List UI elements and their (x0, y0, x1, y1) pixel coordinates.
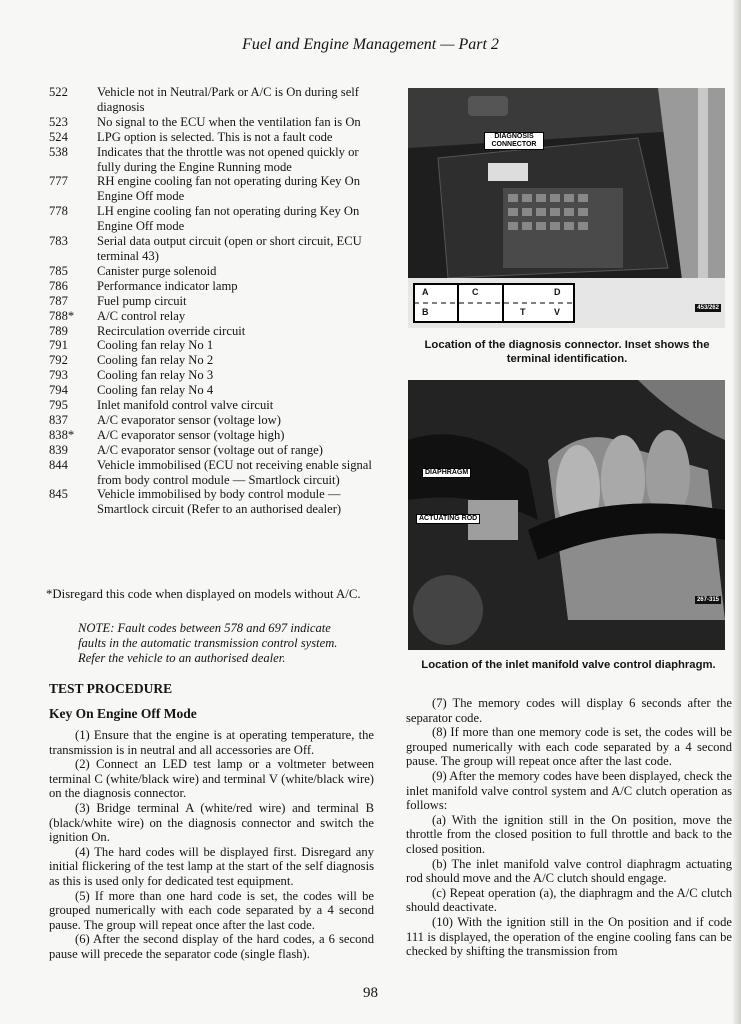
fault-code-description: LH engine cooling fan not operating during Key On Engine Off mode (97, 204, 360, 234)
terminal-label-a: A (422, 287, 429, 297)
diagnosis-connector-photo (408, 88, 725, 328)
fault-code-description: No signal to the ECU when the ventilation fan is On (97, 114, 361, 129)
fault-code-number: 522 (49, 85, 68, 99)
fault-code-row (49, 174, 374, 204)
fault-code-number: 838* (49, 427, 75, 442)
fault-code-description: Vehicle immobilised by body control module — Smartlock circuit (Refer to an authorised dealer) (97, 487, 342, 517)
page-number: 98 (363, 985, 378, 1001)
fault-code-row (49, 85, 374, 115)
paragraph: (a) With the ignition still in the On position, move the throttle from the closed position to full throttle and back to the closed position. (406, 812, 732, 856)
fault-code-number: 787 (49, 293, 68, 308)
fault-code-row (49, 279, 374, 294)
paragraph: (6) After the second display of the hard codes, a 6 second pause will precede the separator code (single flash). (49, 932, 374, 961)
fault-code-row (49, 368, 374, 383)
figure-id: 267-315 (696, 597, 719, 603)
fault-code-number: 839 (49, 442, 68, 457)
fault-code-row (49, 458, 374, 488)
figure-id: 453/262 (697, 305, 719, 311)
fault-code-number: 791 (49, 338, 68, 353)
fault-code-row (49, 487, 374, 517)
fault-code-row (49, 324, 374, 339)
diaphragm-label: DIAPHRAGM (422, 468, 471, 478)
figure-caption: Location of the inlet manifold valve control diaphragm. (421, 659, 716, 671)
fault-code-description: RH engine cooling fan not operating during Key On Engine Off mode (97, 174, 361, 204)
fault-code-description: Fuel pump circuit (97, 293, 187, 308)
left-column-text (49, 728, 374, 962)
fault-code-description: A/C evaporator sensor (voltage high) (97, 427, 285, 442)
fault-code-description: Performance indicator lamp (97, 278, 238, 293)
inlet-manifold-photo (408, 380, 725, 650)
fault-code-row (49, 204, 374, 234)
fault-code-row (49, 413, 374, 428)
fault-code-number: 538 (49, 144, 68, 159)
fault-code-row (49, 398, 374, 413)
paragraph: (4) The hard codes will be displayed first. Disregard any initial flickering of the test lamp at the start of the self diagnosis as this is used only for dedicated test equipment. (49, 844, 374, 888)
fault-code-description: A/C evaporator sensor (voltage out of range) (97, 442, 323, 457)
fault-code-description: Inlet manifold control valve circuit (97, 398, 274, 413)
fault-code-number: 785 (49, 263, 68, 278)
fault-code-number: 845 (49, 487, 68, 502)
fault-code-number: 795 (49, 398, 68, 413)
fault-code-number: 523 (49, 114, 68, 129)
fault-code-row (49, 264, 374, 279)
fault-code-row (49, 130, 374, 145)
fault-code-description: Cooling fan relay No 2 (97, 353, 214, 368)
fault-code-description: A/C evaporator sensor (voltage low) (97, 412, 281, 427)
fault-code-row (49, 428, 374, 443)
fault-code-row (49, 443, 374, 458)
fault-code-number: 778 (49, 204, 68, 219)
fault-code-number: 794 (49, 383, 68, 398)
fault-code-row (49, 294, 374, 309)
fault-code-number: 844 (49, 457, 68, 472)
paragraph: (10) With the ignition still in the On position and if code 111 is displayed, the operation of the engine cooling fans can be checked by shifting the transmission from (406, 914, 732, 959)
fault-code-description: Vehicle immobilised (ECU not receiving enable signal from body control module — Smartlock circuit) (97, 457, 372, 487)
fault-code-description: Cooling fan relay No 4 (97, 383, 214, 398)
fault-code-row (49, 234, 374, 264)
fault-code-number: 777 (49, 174, 68, 189)
fault-code-description: Vehicle not in Neutral/Park or A/C is On during self diagnosis (97, 85, 359, 114)
fault-code-number: 792 (49, 353, 68, 368)
fault-code-description: LPG option is selected. This is not a fault code (97, 129, 333, 144)
fault-code-number: 788* (49, 308, 75, 323)
fault-code-number: 786 (49, 278, 68, 293)
fault-code-description: Serial data output circuit (open or short circuit, ECU terminal 43) (97, 234, 362, 263)
fault-code-number: 524 (49, 129, 68, 144)
fault-code-list (49, 85, 374, 517)
terminal-label-d: D (554, 287, 561, 297)
paragraph: (b) The inlet manifold valve control diaphragm actuating rod should move and the A/C clutch should engage. (406, 856, 732, 886)
fault-code-description: A/C control relay (97, 308, 186, 323)
fault-code-number: 793 (49, 368, 68, 383)
paragraph: (c) Repeat operation (a), the diaphragm and the A/C clutch should deactivate. (406, 885, 732, 915)
paragraph: (9) After the memory codes have been displayed, check the inlet manifold valve control system and A/C clutch operation as follows: (406, 768, 732, 813)
section-title: TEST PROCEDURE (49, 681, 173, 696)
terminal-label-c: C (472, 287, 479, 297)
subsection-title: Key On Engine Off Mode (49, 706, 197, 721)
fault-code-number: 837 (49, 412, 68, 427)
fault-code-number: 789 (49, 323, 68, 338)
photo-illustration (408, 88, 725, 328)
fault-code-description: Recirculation override circuit (97, 323, 246, 338)
actuating-rod-label: ACTUATING ROD (416, 514, 480, 524)
fault-code-number: 783 (49, 234, 68, 249)
figure-caption: Location of the diagnosis connector. Inset shows the terminal identification. (424, 339, 710, 365)
terminal-label-t: T (520, 307, 526, 317)
fault-code-row (49, 353, 374, 368)
fault-code-row (49, 145, 374, 175)
page-edge-shadow (733, 0, 741, 1024)
note-text: NOTE: Fault codes between 578 and 697 indicate faults in the automatic transmission control system. Refer the vehicle to an authorised dealer. (78, 621, 338, 665)
fault-code-row (49, 383, 374, 398)
paragraph: (7) The memory codes will display 6 seconds after the separator code. (406, 696, 732, 725)
fault-code-description: Cooling fan relay No 1 (97, 338, 214, 353)
terminal-label-b: B (422, 307, 429, 317)
running-header: Fuel and Engine Management — Part 2 (242, 36, 499, 53)
paragraph: (2) Connect an LED test lamp or a voltmeter between terminal C (white/black wire) and terminal V (white/black wire) on the diagnosis connector. (49, 757, 374, 801)
fault-code-row (49, 115, 374, 130)
fault-code-description: Indicates that the throttle was not opened quickly or fully during the Engine Running mode (97, 144, 359, 174)
fault-code-row (49, 338, 374, 353)
fault-code-description: Cooling fan relay No 3 (97, 368, 214, 383)
right-column-text (406, 696, 732, 959)
paragraph: (3) Bridge terminal A (white/red wire) and terminal B (black/white wire) on the diagnosis connector and switch the ignition On. (49, 800, 374, 845)
footnote: *Disregard this code when displayed on models without A/C. (46, 587, 361, 601)
fault-code-description: Canister purge solenoid (97, 263, 217, 278)
paragraph: (8) If more than one memory code is set, the codes will be grouped numerically with each code separated by a 4 second pause. The group will repeat once after the last code. (406, 725, 732, 769)
terminal-label-v: V (554, 307, 561, 317)
diagnosis-connector-label: DIAGNOSIS CONNECTOR (484, 132, 544, 150)
fault-code-row (49, 309, 374, 324)
paragraph: (1) Ensure that the engine is at operating temperature, the transmission is in neutral and all accessories are Off. (49, 728, 374, 757)
paragraph: (5) If more than one hard code is set, the codes will be grouped numerically with each code separated by a 4 second pause. The group will repeat once after the last code. (49, 888, 374, 932)
